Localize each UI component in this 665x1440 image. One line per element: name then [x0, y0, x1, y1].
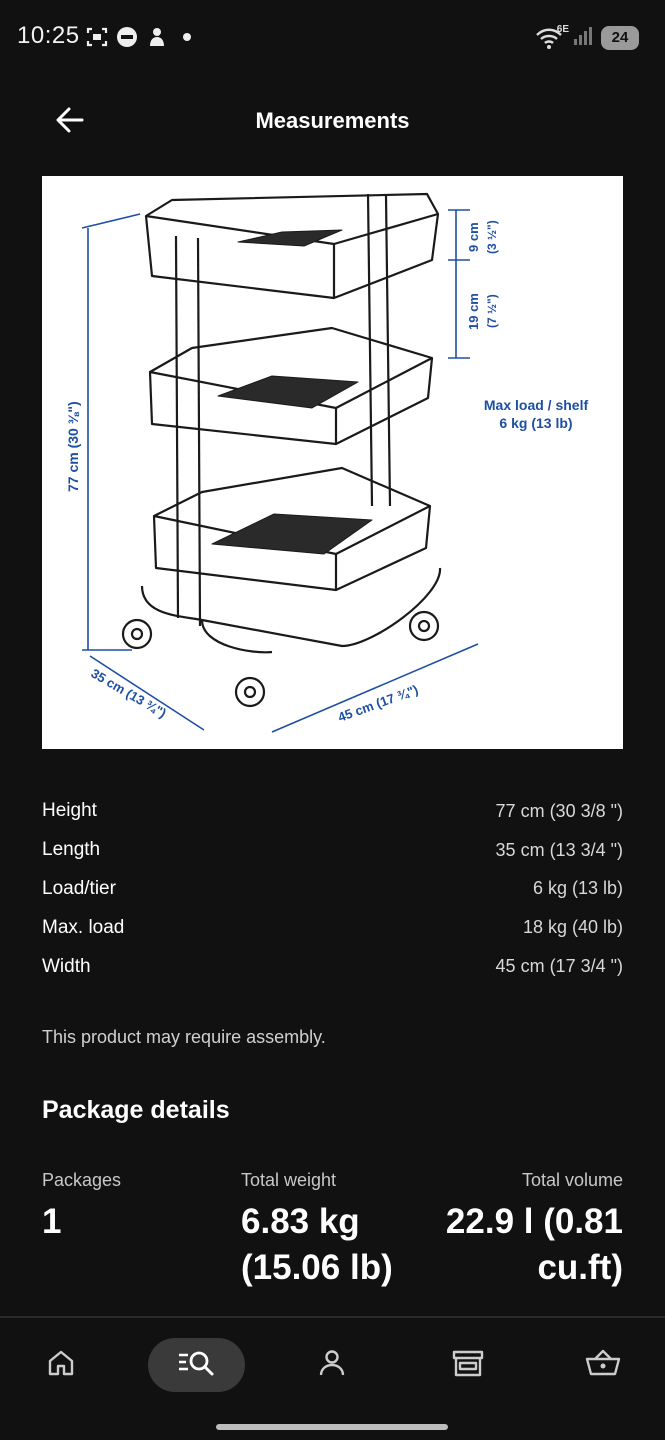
- top-depth-label: 9 cm: [466, 222, 481, 252]
- status-time: 10:25: [17, 22, 80, 49]
- status-notification-icons: [86, 26, 198, 48]
- battery-indicator: 24: [601, 26, 639, 50]
- max-load-line1: Max load / shelf: [483, 397, 589, 413]
- status-system-icons: [535, 24, 639, 51]
- measurement-diagram: [42, 176, 623, 749]
- spec-label: Max. load: [42, 916, 125, 938]
- spec-row-height: [42, 792, 623, 831]
- height-dimension-label: 77 cm (30 ⅜"): [65, 401, 81, 492]
- search-icon: [177, 1348, 217, 1383]
- home-icon: [46, 1348, 76, 1383]
- packages-label: Packages: [42, 1170, 122, 1190]
- width-dimension-label: 45 cm (17 ¾"): [335, 681, 421, 725]
- total-volume-line2: cu.ft): [537, 1248, 623, 1287]
- status-bar: [0, 0, 665, 76]
- top-bar: [0, 86, 665, 156]
- nav-search[interactable]: [148, 1338, 245, 1392]
- screenshot-icon: [86, 26, 108, 48]
- wifi-6e-label: 6E: [556, 23, 569, 35]
- spec-value: 18 kg (40 lb): [522, 917, 623, 938]
- signal-icon: [573, 24, 595, 51]
- nav-profile[interactable]: [307, 1338, 357, 1392]
- spec-label: Length: [42, 839, 101, 861]
- spec-label: Height: [42, 800, 97, 822]
- spec-label: Width: [42, 955, 91, 977]
- spec-value: 35 cm (13 3/4 "): [495, 839, 623, 860]
- total-volume-column: [446, 1170, 623, 1291]
- spec-row-max-load: [42, 908, 623, 947]
- total-weight-label: Total weight: [241, 1170, 337, 1190]
- spec-value: 45 cm (17 3/4 "): [495, 956, 623, 977]
- total-weight-column: [241, 1170, 393, 1291]
- spec-list: [42, 792, 623, 986]
- total-volume-label: Total volume: [521, 1170, 623, 1190]
- packages-column: [42, 1170, 121, 1245]
- length-dimension-label: 35 cm (13 ¾"): [88, 665, 169, 721]
- cart-illustration: [42, 176, 623, 749]
- wifi-6e-icon: [535, 23, 569, 50]
- dot-icon: [176, 26, 198, 48]
- package-details-title: Package details: [42, 1096, 230, 1124]
- total-weight-value: [241, 1199, 393, 1291]
- shelf-gap-label: 19 cm: [466, 293, 481, 330]
- store-icon: [451, 1348, 485, 1383]
- total-volume-value: [446, 1199, 623, 1291]
- spec-value: 6 kg (13 lb): [532, 878, 623, 899]
- spec-row-width: [42, 947, 623, 986]
- shelf-gap-imperial-label: (7 ½"): [485, 294, 499, 328]
- spec-label: Load/tier: [42, 877, 116, 899]
- total-volume-line1: 22.9 l (0.81: [445, 1202, 623, 1241]
- page-title: Measurements: [255, 108, 410, 133]
- assembly-note: This product may require assembly.: [42, 1027, 326, 1047]
- basket-icon: [585, 1348, 621, 1383]
- profile-icon: [317, 1348, 347, 1383]
- total-weight-line2: (15.06 lb): [241, 1248, 393, 1287]
- app-icon: [146, 26, 168, 48]
- spec-row-length: [42, 831, 623, 870]
- packages-value: 1: [42, 1202, 62, 1241]
- bottom-nav: [0, 1318, 665, 1418]
- nav-home[interactable]: [36, 1338, 86, 1392]
- spec-value: 77 cm (30 3/8 "): [495, 800, 623, 821]
- home-indicator[interactable]: [216, 1424, 448, 1430]
- total-weight-line1: 6.83 kg: [241, 1202, 360, 1241]
- top-depth-imperial-label: (3 ½"): [485, 220, 499, 254]
- news-icon: [116, 26, 138, 48]
- nav-store[interactable]: [443, 1338, 493, 1392]
- max-load-line2: 6 kg (13 lb): [499, 415, 573, 431]
- nav-basket[interactable]: [578, 1338, 628, 1392]
- spec-row-load-tier: [42, 870, 623, 909]
